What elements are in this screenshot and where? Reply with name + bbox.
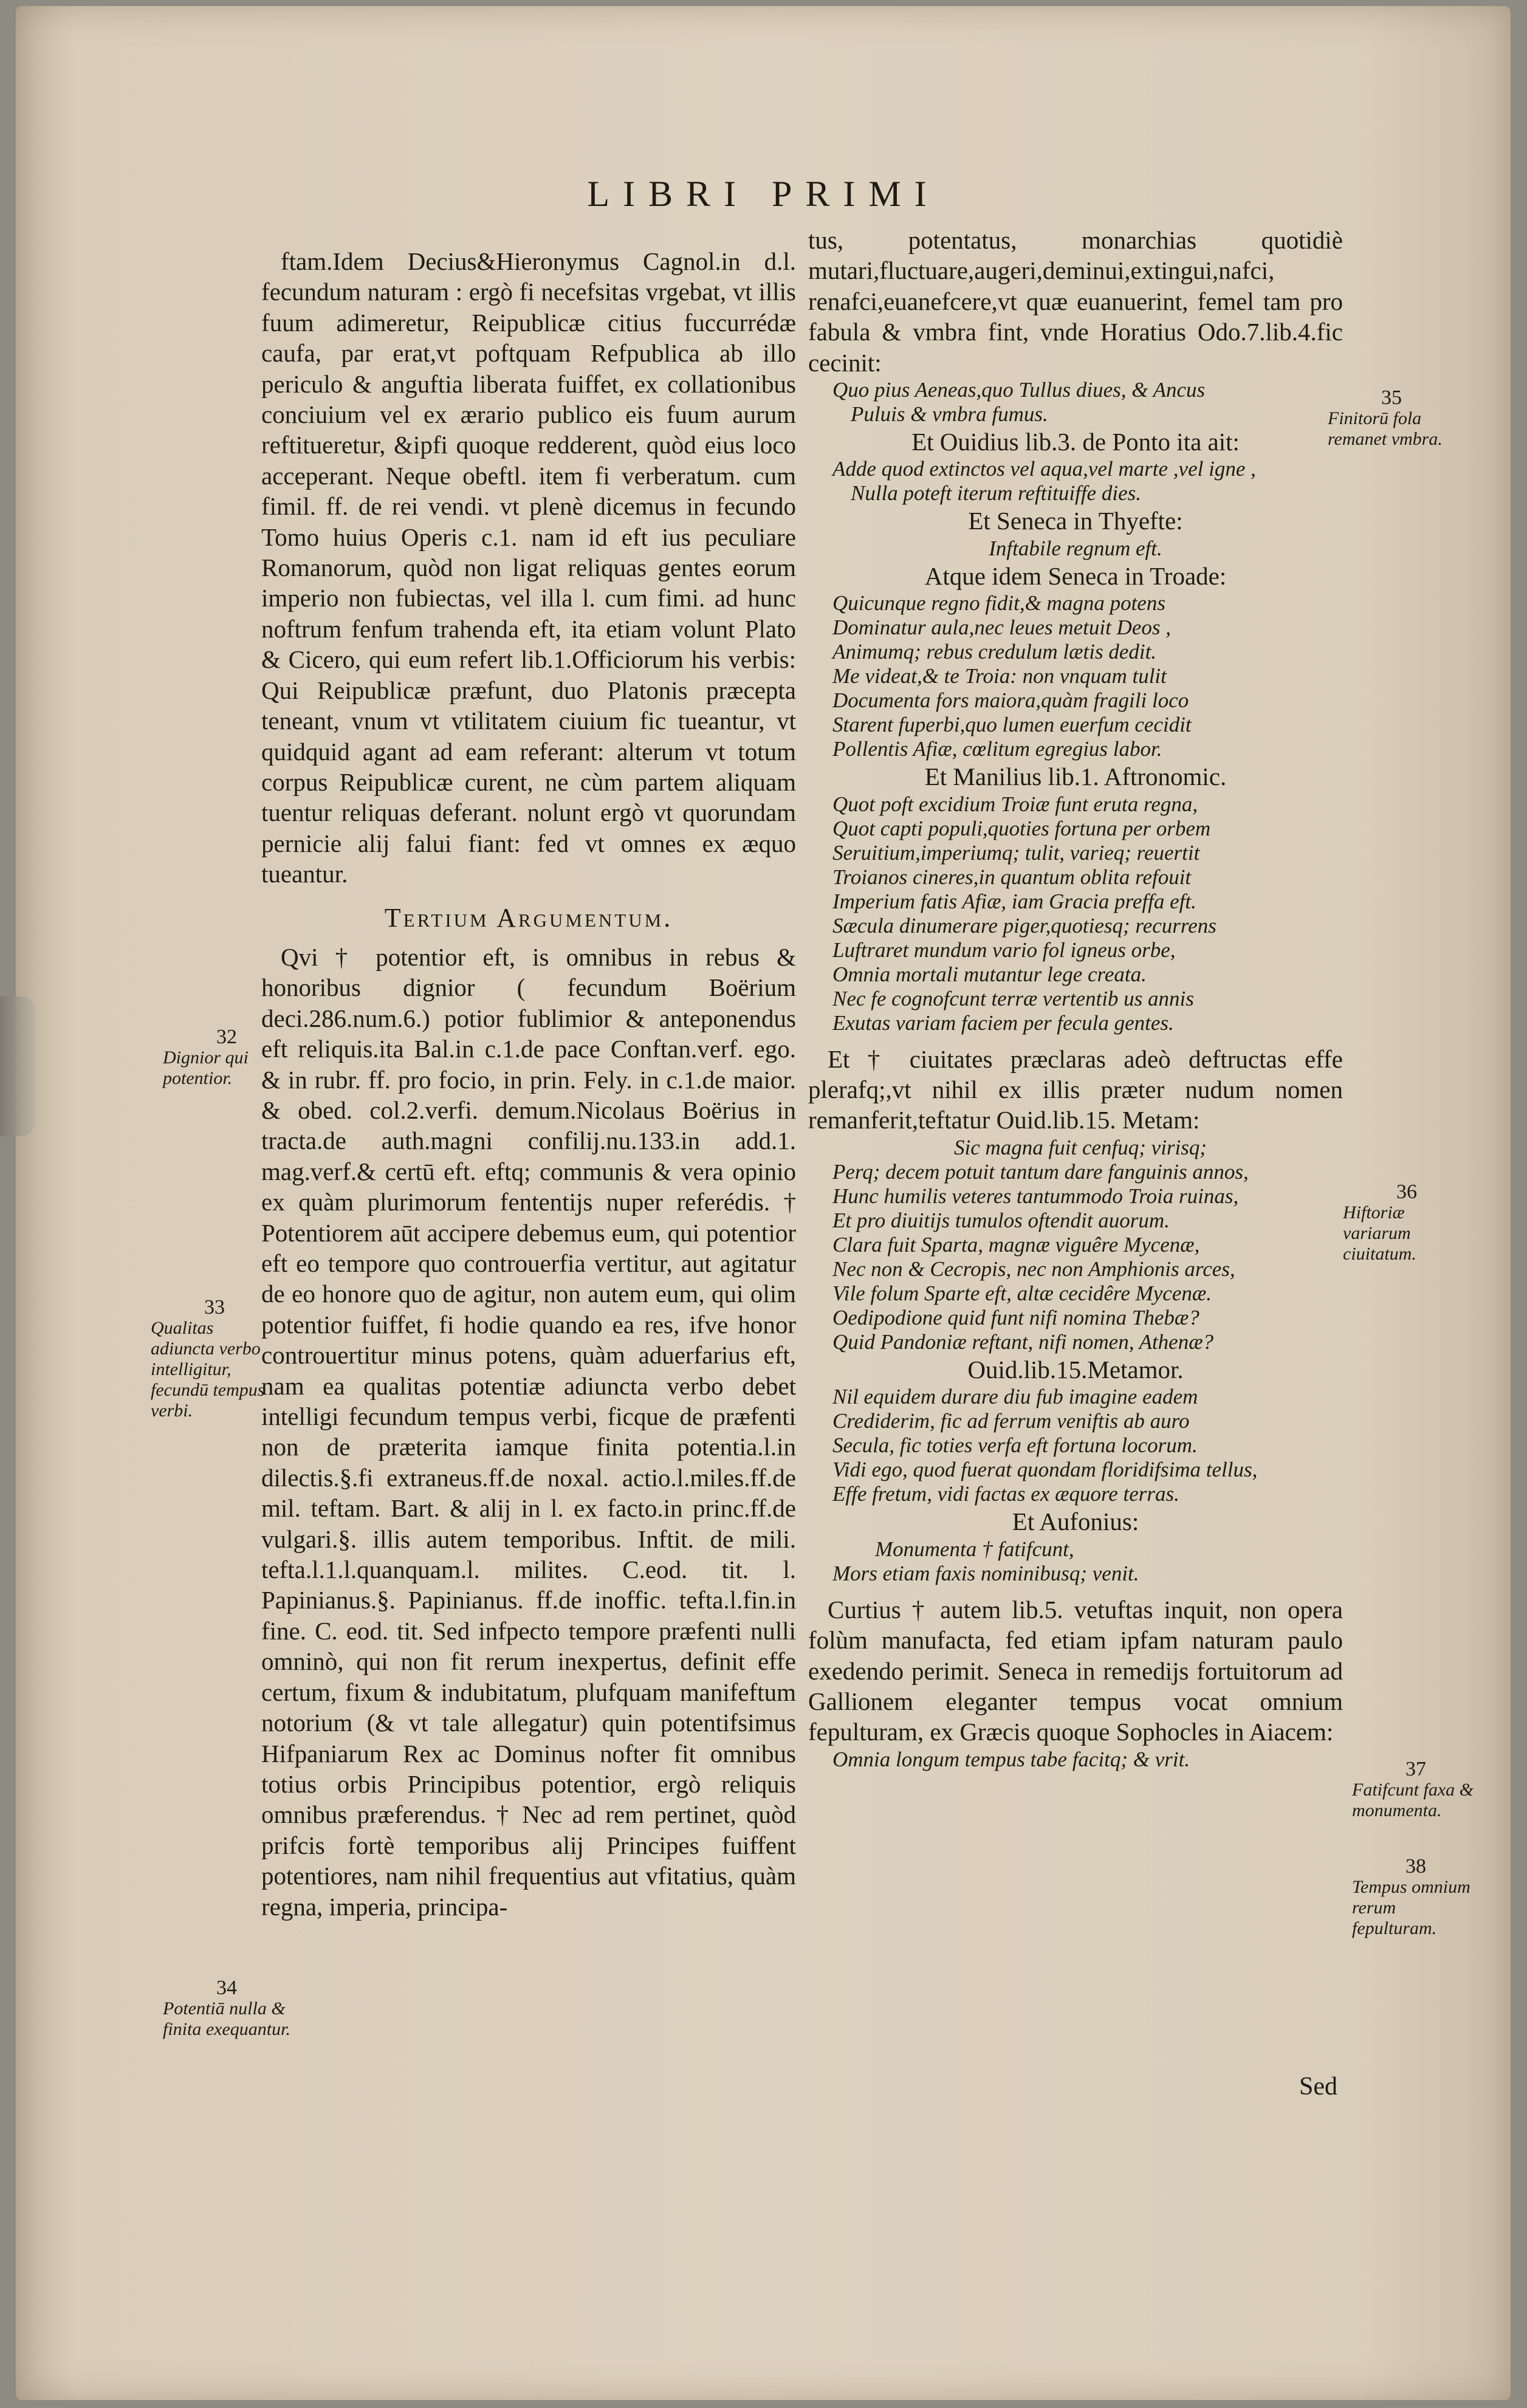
verse-line: Crediderim, fic ad ferrum veniftis ab auro: [832, 1409, 1190, 1433]
margin-note-34: [163, 1978, 290, 2040]
citation-intro: Et Seneca in Thyefte:: [968, 507, 1183, 535]
margin-note-text: Dignior qui potentior.: [163, 1048, 249, 1088]
verse-line: Monumenta † fatifcunt,: [875, 1537, 1074, 1561]
margin-note-number: 34: [216, 1977, 237, 1999]
verse-ovid-metamorphoses: [808, 1136, 1343, 1354]
verse-line: Documenta fors maiora,quàm fragili loco: [832, 688, 1189, 713]
verse-line: Pollentis Afiæ, cœlitum egregius labor.: [832, 737, 1162, 761]
margin-note-32: [163, 1027, 290, 1089]
right-column: [808, 225, 1343, 1772]
verse-ausonius: [808, 1537, 1343, 1586]
verse-seneca-troades: [808, 591, 1343, 761]
citation-intro: Atque idem Seneca in Troade:: [924, 561, 1227, 590]
margin-note-36: [1343, 1182, 1470, 1264]
verse-horace: [808, 378, 1343, 427]
verse-line: Quid Pandoniæ reftant, nifi nomen, Athenæ?: [832, 1329, 1214, 1354]
margin-note-text: Finitorū fola remanet vmbra.: [1328, 408, 1443, 449]
verse-line: Seruitium,imperiumq; tulit, varieq; reuertit: [832, 840, 1200, 865]
citation-intro: Et Ouidius lib.3. de Ponto ita ait:: [911, 428, 1240, 456]
running-head: LIBRI PRIMI: [587, 174, 940, 214]
margin-note-text: Qualitas adiuncta verbo intelligitur, fecundū tempus verbi.: [151, 1318, 265, 1421]
verse-line: Quot capti populi,quoties fortuna per orbem: [832, 816, 1211, 840]
verse-line: Quot poft excidium Troiæ funt eruta regna,: [832, 792, 1198, 816]
verse-line: Hunc humilis veteres tantummodo Troia ruinas,: [832, 1184, 1239, 1208]
right-paragraph-1: tus, potentatus, monarchias quotidiè mutari,fluctuare,augeri,deminui,extingui,nafci, renafci,euanefcere,vt quæ euanuerint, femel tam pro fabula & vmbra fint, vnde Horatius Odo.7.lib.4.fic cecinit:: [808, 226, 1343, 377]
verse-line: Vidi ego, quod fuerat quondam floridifsima tellus,: [832, 1458, 1258, 1482]
margin-note-number: 35: [1381, 386, 1402, 409]
verse-line: Omnia mortali mutantur lege creata.: [832, 962, 1147, 986]
catchword: Sed: [1299, 2073, 1337, 2101]
margin-note-number: 32: [216, 1026, 237, 1048]
verse-line: Quicunque regno fidit,& magna potens: [832, 591, 1165, 616]
margin-note-number: 37: [1405, 1758, 1426, 1780]
verse-line: Troianos cineres,in quantum oblita refouit: [832, 865, 1192, 889]
verse-line: Nec non & Cecropis, nec non Amphionis arces,: [832, 1257, 1235, 1281]
binding-clasp: [0, 996, 35, 1136]
verse-line: Me videat,& te Troia: non vnquam tulit: [832, 664, 1167, 688]
verse-line: Vile folum Sparte eft, altæ cecidêre Mycenæ.: [832, 1281, 1212, 1305]
left-paragraph-2: Qvi † potentior eft, is omnibus in rebus & honoribus dignior ( fecundum Boërium deci.286.num.6.) potior fublimior & anteponendus eft reliquis.ita Bal.in c.1.de pace Conftan.verf. ego. & in rubr. ff. pro focio, in prin. Fely. in c.1.de maior. & obed. col.2.verfi. demum.Nicolaus Boërius in tracta.de auth.magni confilij.nu.133.in add.1. mag.verf.& certū eft. eftq; communis & vera opinio ex quàm plurimorum fententijs nuper referédis. † Potentiorem aūt accipere debemus eum, qui potentior eft eo tempore quo controuerfia vertitur, aut agitatur de eo honore quo de agitur, non autem eum, qui olim potentior fuiffet, fi hodie quando ea res, ifve honor controuertitur minus potens, quàm aduerfarius eft, nam ea qualitas potentiæ adiuncta verbo debet intelligi fecundum tempus verbi, ficque de præfenti non de præterita iamque finita potentia.l.in dilectis.§.fi extraneus.ff.de noxal. actio.l.miles.ff.de mil. teftam. Bart. & alij in l. ex facto.in princ.ff.de vulgari.§. illis autem temporibus. Inftit. de mili. tefta.l.1.l.quanquam.l. milites. C.eod. tit. l. Papinianus.§. Papinianus. ff.de inoffic. tefta.l.fin.in fine. C. eod. tit. Sed infpecto tempore præfenti nulli omninò, qui non fit rerum inexpertus, definit effe certum, fixum & indubitatum, plufquam manifeftum notorium (& vt tale allegatur) quin potentifsimus Hifpaniarum Rex ac Dominus nofter fit omnibus totius orbis Principibus potentior, ergò reliquis omnibus præferendus. † Nec ad rem pertinet, quòd prifcis fortè temporibus alij Principes fuiffent potentiores, nam nihil frequentius aut vfitatius, quàm regna, imperia, principa-: [261, 942, 796, 1921]
margin-note-number: 33: [204, 1296, 225, 1319]
margin-note-37: [1352, 1759, 1480, 1821]
citation-intro: Ouid.lib.15.Metamor.: [967, 1355, 1184, 1384]
verse-line: Animumq; rebus credulum lætis dedit.: [832, 640, 1157, 664]
verse-line: Perq; decem potuit tantum dare fanguinis annos,: [832, 1159, 1249, 1184]
verse-line: Quo pius Aeneas,quo Tullus diues, & Ancus: [832, 378, 1206, 402]
verse-line: Omnia longum tempus tabe facitq; & vrit.: [832, 1747, 1190, 1771]
verse-line: Nulla poteft iterum reftituiffe dies.: [851, 481, 1141, 506]
verse-line: Luftraret mundum vario fol igneus orbe,: [832, 938, 1176, 962]
citation-intro: Et Aufonius:: [1012, 1508, 1139, 1536]
verse-line: Nec fe cognofcunt terræ vertentib us annis: [832, 986, 1194, 1010]
margin-note-text: Fatifcunt faxa & monumenta.: [1352, 1780, 1474, 1820]
margin-note-38: [1352, 1856, 1480, 1939]
verse-line: Sæcula dinumerare piger,quotiesq; recurrens: [832, 913, 1216, 938]
verse-line: Imperium fatis Afiæ, iam Gracia preffa eft.: [832, 889, 1196, 913]
verse-line: Inftabile regnum eft.: [989, 536, 1162, 560]
verse-ovid-ponto: [808, 457, 1343, 506]
verse-seneca-thyestes: [808, 537, 1343, 561]
verse-line: Puluis & vmbra fumus.: [851, 402, 1048, 427]
argument-title: Tertium Argumentum.: [384, 902, 673, 933]
margin-note-text: Tempus omnium rerum fepulturam.: [1352, 1877, 1470, 1938]
margin-note-number: 38: [1405, 1855, 1426, 1878]
verse-line: Mors etiam faxis nominibusq; venit.: [832, 1561, 1139, 1585]
margin-note-text: Hiftoriæ variarum ciuitatum.: [1343, 1202, 1416, 1264]
right-paragraph-3: Curtius † autem lib.5. vetuftas inquit, non opera folùm manufacta, fed etiam ipfam naturam paulo exedendo perimit. Seneca in remedijs fortuitorum ad Gallionem eleganter tempus vocat omnium fepulturam, ex Græcis quoque Sophocles in Aiacem:: [808, 1595, 1343, 1746]
verse-sophocles: [808, 1748, 1343, 1772]
margin-note-text: Potentiā nulla & finita exequantur.: [163, 1998, 290, 2039]
verse-line: Secula, fic toties verfa eft fortuna locorum.: [832, 1433, 1198, 1458]
verse-line: Nil equidem durare diu fub imagine eadem: [832, 1385, 1198, 1409]
verse-line: Adde quod extinctos vel aqua,vel marte ,vel igne ,: [832, 457, 1256, 481]
verse-line: Exutas variam faciem per fecula gentes.: [832, 1010, 1174, 1035]
verse-ovid-metamorphoses-2: [808, 1385, 1343, 1506]
verse-line: Starent fuperbi,quo lumen euerfum cecidit: [832, 713, 1192, 737]
verse-line: Clara fuit Sparta, magnæ viguêre Mycenæ,: [832, 1232, 1200, 1257]
verse-line: Dominatur aula,nec leues metuit Deos ,: [832, 616, 1171, 640]
citation-intro: Et Manilius lib.1. Aftronomic.: [924, 763, 1227, 791]
left-column: [261, 246, 796, 1922]
right-paragraph-2: Et † ciuitates præclaras adeò deftructas effe plerafq;,vt nihil ex illis præter nudum nomen remanferit,teftatur Ouid.lib.15. Metam:: [808, 1044, 1343, 1134]
left-paragraph-1: ftam.Idem Decius&Hieronymus Cagnol.in d.l. fecundum naturam : ergò fi necefsitas vrgebat, vt illis fuum adimeretur, Reipublicæ citius fuccurrédæ caufa, par erat,vt poftquam Refpublica ab illo periculo & anguftia liberata fuiffet, ex collationibus conciuium vel ex ærario publico eis fuum aurum reftitueretur, &ipfi quoque redderent, quòd eius loco acceperant. Neque obeftl. item fi verberatum. cum fimil. ff. de rei vendi. vt plenè dicemus in fecundo Tomo huius Operis c.1. nam id eft ius peculiare Romanorum, quòd non ligat reliquas gentes eorum imperio non fubiectas, vel illa l. cum fimi. ad hunc noftrum fenfum trahenda eft, ita etiam volunt Plato & Cicero, qui eum refert lib.1.Officiorum his verbis: Qui Reipublicæ præfunt, duo Platonis præcepta teneant, vnum vt vtilitatem ciuium fic tueantur, vt quidquid agant ad eam referant: alterum vt totum corpus Reipublicæ curent, ne cùm partem aliquam tuentur reliquas deferant. nolunt ergò vt quorundam pernicie alij falui fiant: fed vt omnes ex æquo tueantur.: [261, 247, 796, 888]
verse-line: Effe fretum, vidi factas ex æquore terras.: [832, 1482, 1179, 1506]
verse-line: Et pro diuitijs tumulos oftendit auorum.: [832, 1208, 1170, 1232]
verse-line: Oedipodione quid funt nifi nomina Thebæ?: [832, 1305, 1199, 1329]
verse-manilius: [808, 792, 1343, 1035]
margin-note-33: [151, 1297, 278, 1421]
margin-note-number: 36: [1396, 1181, 1417, 1203]
verse-line: Sic magna fuit cenfuq; virisq;: [954, 1135, 1207, 1159]
margin-note-35: [1328, 388, 1455, 450]
